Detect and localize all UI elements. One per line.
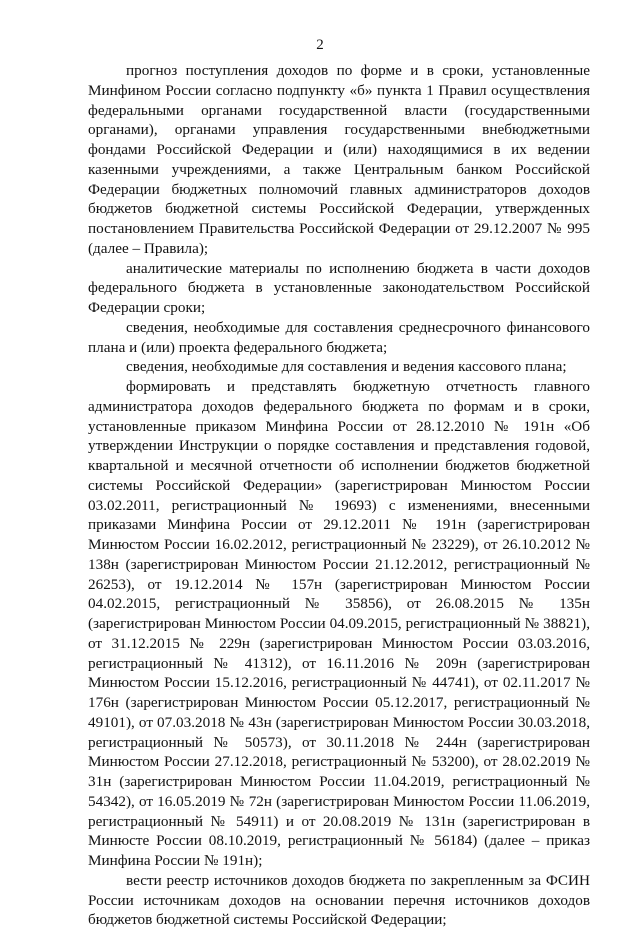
paragraph-cash-plan-info: сведения, необходимые для составления и ведения кассового плана; [126,358,567,376]
paragraph-analytical-materials: аналитические материалы по исполнению бюджета в части доходов федерального бюджета в установленные законодательством Российской Федерации сроки; [88,259,590,316]
paragraph-budget-reporting: формировать и представлять бюджетную отчетность главного администратора доходов федерального бюджета по формам и в сроки, установленные приказом Минфина России от 28.12.2010 № 191н «Об утверждении Инструкции о порядке составления и представления годовой, квартальной и месячной отчетности об исполнении бюджетов бюджетной системы Российской Федерации» (зарегистрирован Минюстом России 03.02.2011, регистрационный № 19693) с изменениями, внесенными приказами Минфина России от 29.12.2011 № 191н (зарегистрирован Минюстом России 16.02.2012, регистрационный № 23229), от 26.10.2012 № 138н (зарегистрирован Минюстом России 21.12.2012, регистрационный № 26253), от 19.12.2014 № 157н (зарегистрирован Минюстом России 04.02.2015, регистрационный № 35856), от 26.08.2015 № 135н (зарегистрирован Минюстом России 04.09.2015, регистрационный № 38821), от 31.12.2015 № 229н (зарегистрирован Минюстом России 03.03.2016, регистрационный № 41312), от 16.11.2016 № 209н (зарегистрирован Минюстом России 15.12.2016, регистрационный № 44741), от 02.11.2017 № 176н (зарегистрирован Минюстом России 05.12.2017, регистрационный № 49101), от 07.03.2018 № 43н (зарегистрирован Минюстом России 30.03.2018, регистрационный № 50573), от 30.11.2018 № 244н (зарегистрирован Минюстом России 27.12.2018, регистрационный № 53200), от 28.02.2019 № 31н (зарегистрирован Минюстом России 11.04.2019, регистрационный № 54342), от 16.05.2019 № 72н (зарегистрирован Минюстом России 11.06.2019, регистрационный № 54911) и от 20.08.2019 № 131н (зарегистрирован в Минюсте России 08.10.2019, регистрационный № 56184) (далее – приказ Минфина России № 191н); [88,378,590,869]
paragraph-revenue-forecast: прогноз поступления доходов по форме и в сроки, установленные Минфином России согласно подпункту «б» пункта 1 Правил осуществления федеральными органами государственной власти (государственными органами), органами управления государственными внебюджетными фондами Российской Федерации и (или) находящимися в их ведении казенными учреждениями, а также Центральным банком Российской Федерации бюджетных полномочий главных администраторов доходов бюджетов бюджетной системы Российской Федерации, утвержденных постановлением Правительства Российской Федерации от 29.12.2007 № 995 (далее – Правила); [88,62,590,257]
paragraph-revenue-sources-registry: вести реестр источников доходов бюджета по закрепленным за ФСИН России источникам доходов на основании перечня источников доходов бюджетов бюджетной системы Российской Федерации; [88,871,590,929]
document-body [88,61,590,930]
page-number: 2 [316,37,324,53]
paragraph-financial-plan-info: сведения, необходимые для составления среднесрочного финансового плана и (или) проекта федерального бюджета; [88,318,590,356]
